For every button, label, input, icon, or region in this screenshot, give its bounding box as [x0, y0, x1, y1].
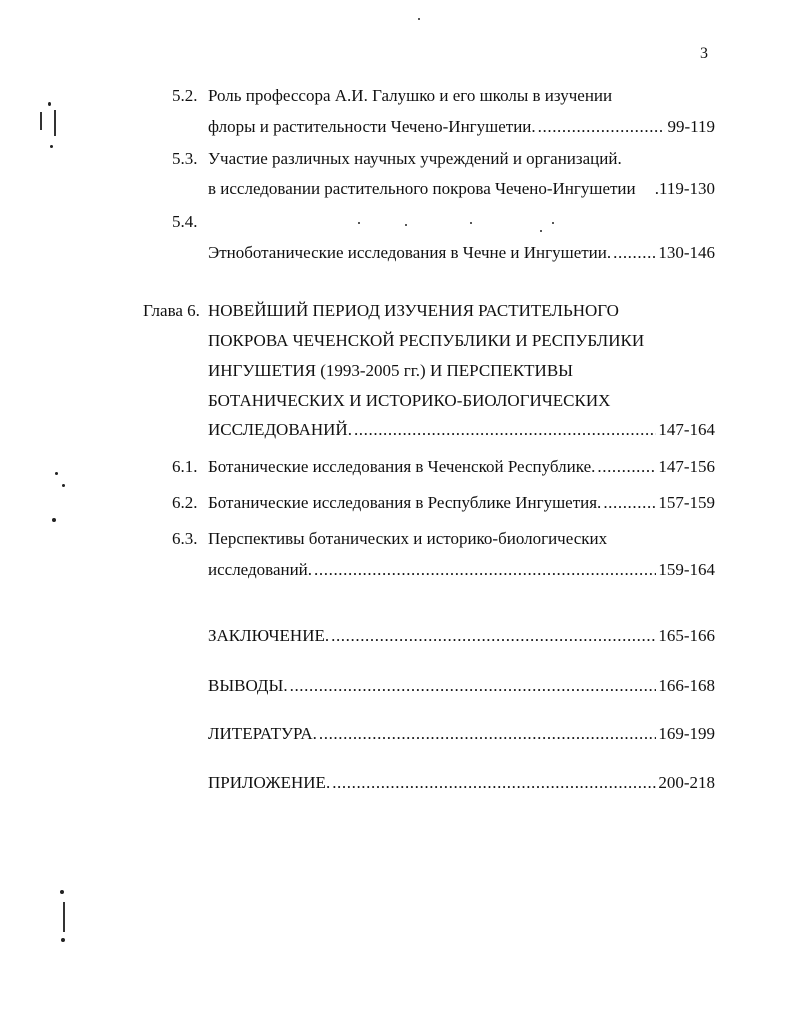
section-number-5-3: 5.3.	[172, 149, 198, 168]
dot-leader	[290, 676, 657, 696]
scan-artifact	[60, 890, 64, 894]
toc-entry-conclusion	[208, 626, 715, 650]
toc-entry-appendix	[208, 773, 715, 797]
scan-artifact	[52, 518, 56, 522]
findings-pages: 166-168	[658, 676, 715, 695]
toc-entry-6-3	[208, 560, 715, 584]
page-number: 3	[700, 45, 708, 62]
scan-artifact	[358, 222, 360, 224]
dot-leader	[314, 560, 656, 580]
scan-artifact	[62, 484, 65, 487]
section-6-3-title-line2: исследований.	[208, 560, 313, 579]
appendix-pages: 200-218	[658, 773, 715, 792]
section-5-2-title-line2: флоры и растительности Чечено-Ингушетии.	[208, 117, 536, 136]
chapter-6-pages: 147-164	[658, 420, 715, 439]
section-number-6-3: 6.3.	[172, 529, 198, 548]
dot-leader	[319, 724, 656, 744]
scan-artifact	[540, 230, 542, 232]
scan-artifact	[40, 112, 42, 130]
dot-leader	[538, 117, 666, 137]
chapter-6-title-line5: ИССЛЕДОВАНИЙ.	[208, 420, 352, 439]
scan-artifact	[418, 18, 420, 20]
dot-leader	[331, 626, 656, 646]
scan-artifact	[61, 938, 65, 942]
literature-pages: 169-199	[658, 724, 715, 743]
dot-leader	[332, 773, 656, 793]
section-6-3-pages: 159-164	[658, 560, 715, 579]
scan-artifact	[470, 222, 472, 224]
chapter-6-label: Глава 6.	[143, 301, 200, 320]
scan-artifact	[63, 902, 65, 932]
toc-entry-5-4	[208, 243, 715, 267]
section-5-3-pages: .119-130	[654, 179, 715, 198]
toc-entry-5-2	[208, 117, 715, 141]
section-6-2-title: Ботанические исследования в Республике Ингушетия.	[208, 493, 602, 512]
section-5-4-pages: 130-146	[658, 243, 715, 262]
appendix-title: ПРИЛОЖЕНИЕ.	[208, 773, 331, 792]
section-5-2-pages: 99-119	[667, 117, 715, 136]
chapter-6-title-line2: ПОКРОВА ЧЕЧЕНСКОЙ РЕСПУБЛИКИ И РЕСПУБЛИКИ	[208, 331, 645, 350]
literature-title: ЛИТЕРАТУРА.	[208, 724, 317, 743]
section-6-3-title-line1: Перспективы ботанических и историко-биологических	[208, 529, 608, 548]
section-5-3-title-line1: Участие различных научных учреждений и организаций.	[208, 149, 622, 168]
toc-entry-chapter-6	[208, 420, 715, 444]
section-6-1-pages: 147-156	[658, 457, 715, 476]
chapter-6-title-line1: НОВЕЙШИЙ ПЕРИОД ИЗУЧЕНИЯ РАСТИТЕЛЬНОГО	[208, 301, 619, 320]
toc-entry-literature	[208, 724, 715, 748]
toc-entry-6-1	[208, 457, 715, 481]
chapter-6-title-line4: БОТАНИЧЕСКИХ И ИСТОРИКО-БИОЛОГИЧЕСКИХ	[208, 391, 611, 410]
chapter-6-title-line3: ИНГУШЕТИЯ (1993-2005 гг.) И ПЕРСПЕКТИВЫ	[208, 361, 573, 380]
scan-artifact	[54, 110, 56, 136]
section-5-2-title-line1: Роль профессора А.И. Галушко и его школы в изучении	[208, 86, 613, 105]
scan-artifact	[50, 145, 53, 148]
section-5-3-title-line2: в исследовании растительного покрова Чечено-Ингушетии	[208, 179, 636, 198]
conclusion-pages: 165-166	[658, 626, 715, 645]
dot-leader	[613, 243, 656, 263]
section-6-2-pages: 157-159	[658, 493, 715, 512]
section-number-6-2: 6.2.	[172, 493, 198, 512]
findings-title: ВЫВОДЫ.	[208, 676, 288, 695]
toc-entry-5-3	[208, 179, 715, 203]
dot-leader	[354, 420, 656, 440]
dot-leader	[603, 493, 656, 513]
dot-leader	[597, 457, 656, 477]
section-6-1-title: Ботанические исследования в Чеченской Республике.	[208, 457, 596, 476]
scan-artifact	[405, 224, 407, 226]
section-number-5-4: 5.4.	[172, 212, 198, 231]
section-5-4-title: Этноботанические исследования в Чечне и Ингушетии.	[208, 243, 612, 262]
section-number-6-1: 6.1.	[172, 457, 198, 476]
section-number-5-2: 5.2.	[172, 86, 198, 105]
scan-artifact	[48, 102, 51, 106]
conclusion-title: ЗАКЛЮЧЕНИЕ.	[208, 626, 330, 645]
toc-entry-6-2	[208, 493, 715, 517]
scan-artifact	[55, 472, 58, 475]
scan-artifact	[552, 222, 554, 224]
toc-entry-findings	[208, 676, 715, 700]
